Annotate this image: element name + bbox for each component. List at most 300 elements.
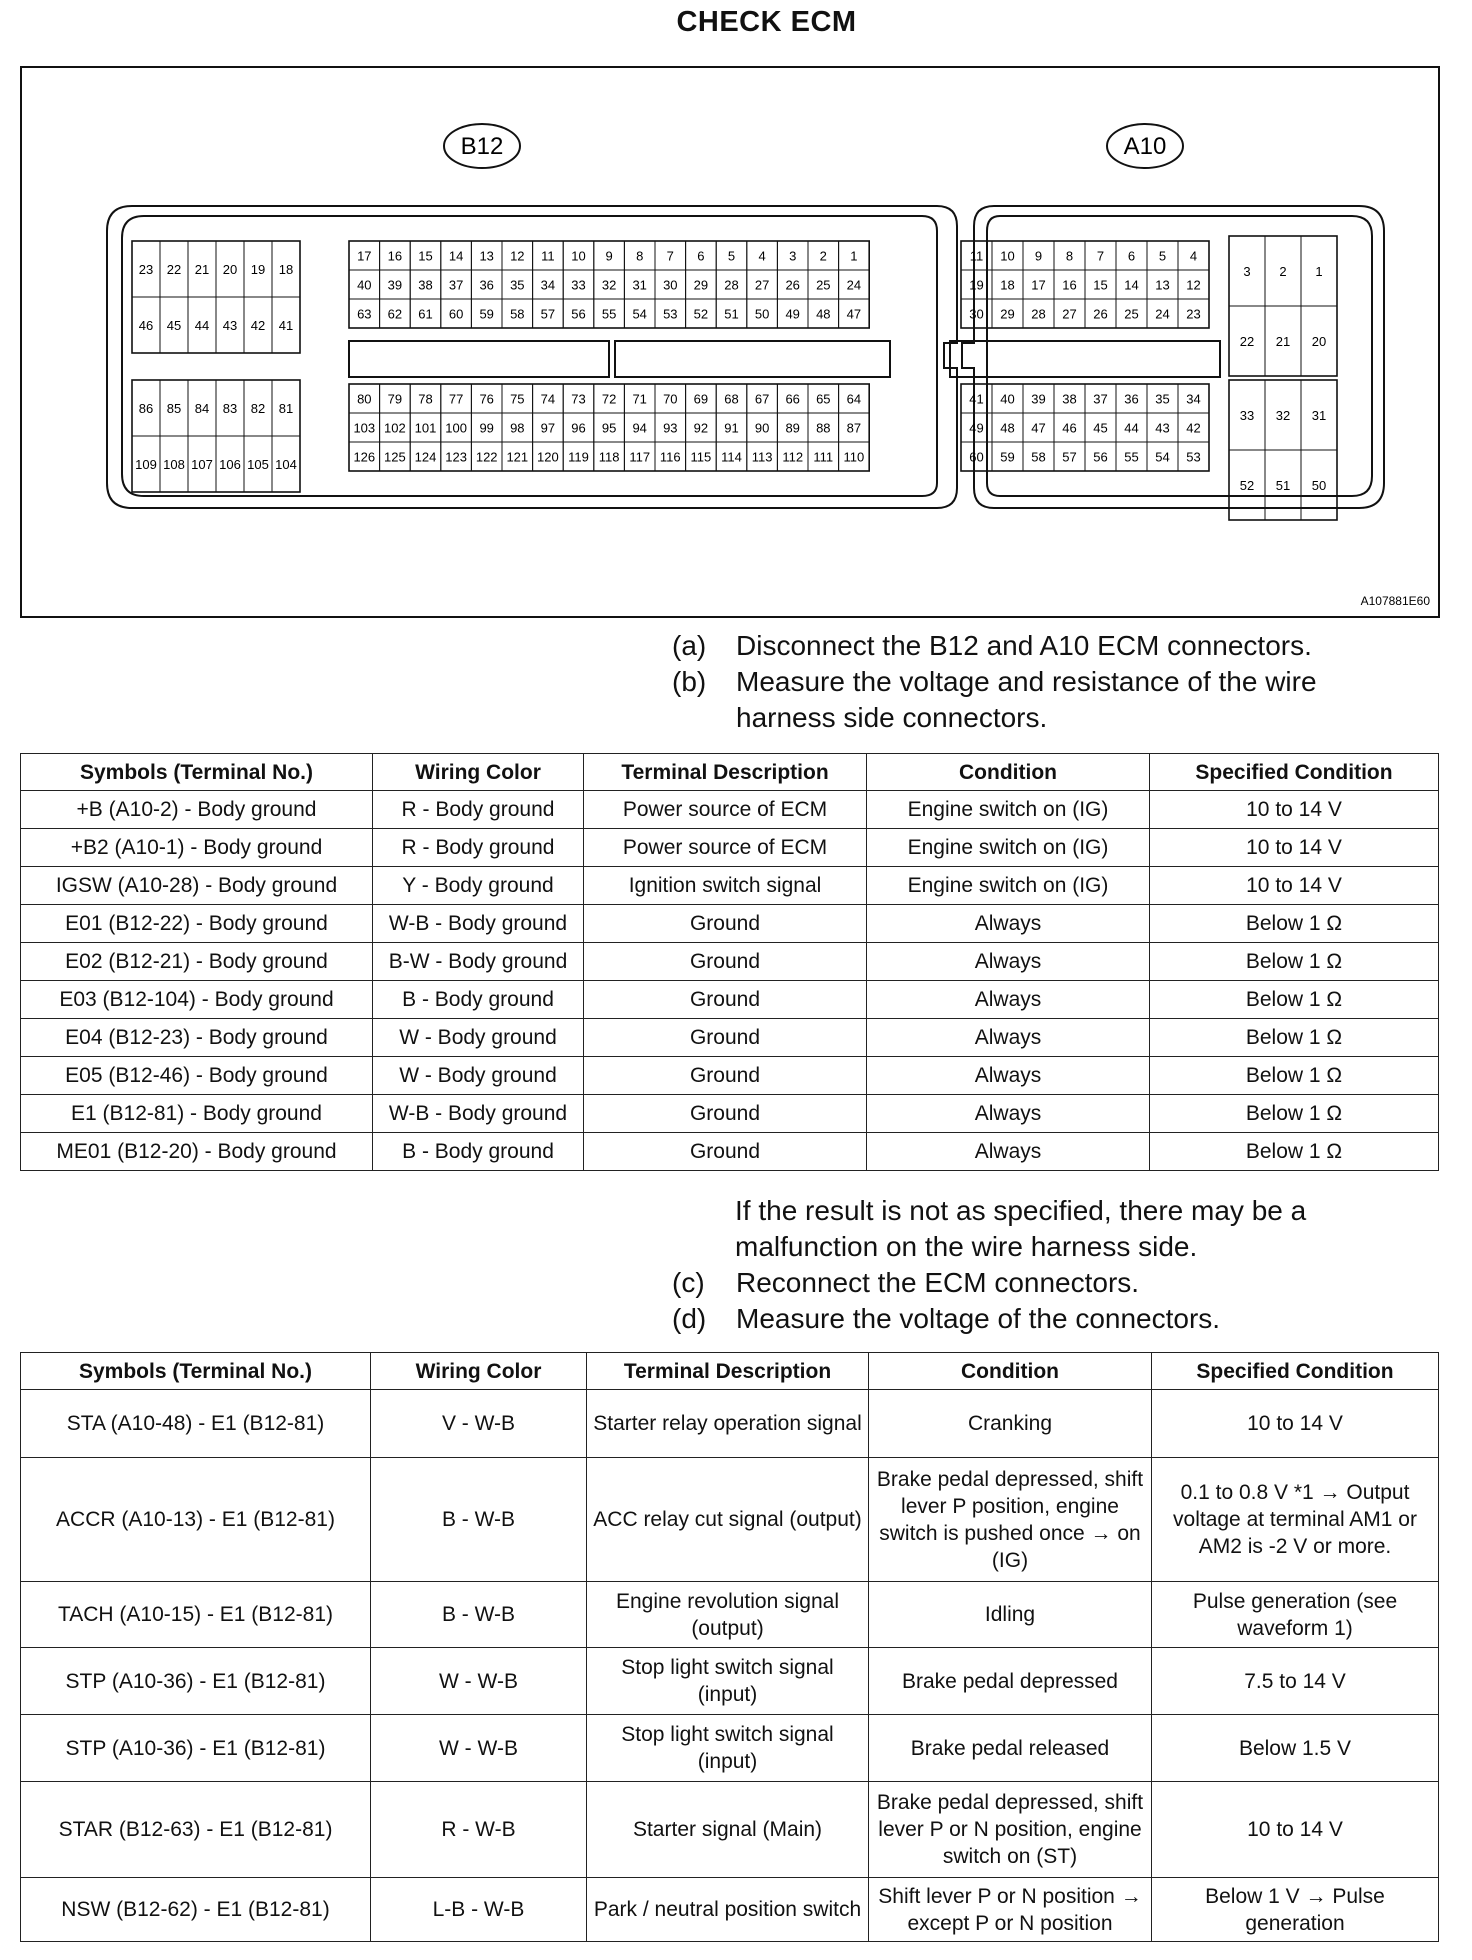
pin-number: 96 bbox=[571, 420, 586, 436]
table-cell: B - Body ground bbox=[373, 981, 584, 1019]
pin-number: 116 bbox=[659, 449, 681, 465]
pin-number: 20 bbox=[222, 262, 238, 277]
table-cell: Ground bbox=[584, 1133, 867, 1171]
pin-number: 33 bbox=[1239, 408, 1255, 423]
pin-number: 117 bbox=[629, 449, 651, 465]
pin-number: 38 bbox=[1062, 391, 1077, 407]
table-cell: Below 1 Ω bbox=[1150, 1019, 1439, 1057]
pin-number: 56 bbox=[1093, 449, 1108, 465]
pin-number: 112 bbox=[782, 449, 804, 465]
pin-number: 29 bbox=[693, 277, 709, 293]
pin-number: 18 bbox=[1000, 277, 1015, 293]
pin-number: 28 bbox=[724, 277, 739, 293]
pin-number: 55 bbox=[1124, 449, 1139, 465]
step-label: (b) bbox=[672, 666, 707, 697]
table-cell: Always bbox=[867, 905, 1150, 943]
table-cell: IGSW (A10-28) - Body ground bbox=[21, 867, 373, 905]
table-cell: Ground bbox=[584, 1019, 867, 1057]
step-label: (c) bbox=[672, 1267, 705, 1298]
pin-number: 39 bbox=[1031, 391, 1046, 407]
column-header: Specified Condition bbox=[1150, 754, 1439, 791]
pin-number: 17 bbox=[357, 248, 372, 264]
table-cell: Engine switch on (IG) bbox=[867, 867, 1150, 905]
pin-number: 54 bbox=[1155, 449, 1170, 465]
table-cell: B-W - Body ground bbox=[373, 943, 584, 981]
pin-number: 99 bbox=[479, 420, 494, 436]
table-row bbox=[21, 1582, 1439, 1648]
pin-number: 24 bbox=[846, 277, 862, 293]
figure-code: A107881E60 bbox=[1360, 594, 1430, 608]
table-cell: Stop light switch signal (input) bbox=[587, 1715, 869, 1782]
table-row bbox=[21, 1782, 1439, 1878]
table-cell: TACH (A10-15) - E1 (B12-81) bbox=[21, 1582, 371, 1648]
table-cell: Engine switch on (IG) bbox=[867, 791, 1150, 829]
pin-number: 12 bbox=[510, 248, 525, 264]
table-cell: Ground bbox=[584, 981, 867, 1019]
pin-number: 48 bbox=[1000, 420, 1015, 436]
pin-number: 3 bbox=[789, 248, 797, 264]
table-header-row bbox=[21, 754, 1439, 791]
pin-number: 91 bbox=[724, 420, 739, 436]
table-cell: Shift lever P or N position → except P or N position bbox=[869, 1878, 1152, 1942]
table-cell: Brake pedal depressed bbox=[869, 1648, 1152, 1715]
table-cell: 0.1 to 0.8 V *1 → Output voltage at terminal AM1 or AM2 is -2 V or more. bbox=[1152, 1458, 1439, 1582]
pin-number: 30 bbox=[663, 277, 678, 293]
pin-number: 20 bbox=[1311, 334, 1327, 349]
pin-number: 17 bbox=[1031, 277, 1046, 293]
pin-number: 13 bbox=[1155, 277, 1170, 293]
pin-number: 95 bbox=[601, 420, 617, 436]
pin-number: 1 bbox=[1315, 264, 1323, 279]
table-cell: STAR (B12-63) - E1 (B12-81) bbox=[21, 1782, 371, 1878]
pin-number: 119 bbox=[568, 449, 589, 465]
pin-number: 31 bbox=[1311, 408, 1327, 423]
table-row bbox=[21, 943, 1439, 981]
pin-number: 50 bbox=[754, 306, 770, 322]
pin-number: 114 bbox=[721, 449, 742, 465]
pin-number: 108 bbox=[163, 457, 185, 472]
pin-number: 37 bbox=[1093, 391, 1108, 407]
table-cell: W - Body ground bbox=[373, 1057, 584, 1095]
pin-number: 9 bbox=[605, 248, 613, 264]
step-a bbox=[672, 628, 1396, 664]
table-cell: Brake pedal depressed, shift lever P position, engine switch is pushed once → on (IG) bbox=[869, 1458, 1152, 1582]
pin-number: 45 bbox=[166, 318, 182, 333]
pin-number: 42 bbox=[250, 318, 266, 333]
table-cell: Pulse generation (see waveform 1) bbox=[1152, 1582, 1439, 1648]
pin-number: 58 bbox=[1031, 449, 1046, 465]
pin-number: 36 bbox=[1124, 391, 1139, 407]
pin-number: 11 bbox=[969, 248, 984, 264]
pin-number: 1 bbox=[850, 248, 858, 264]
b12-lower-main-block bbox=[349, 384, 869, 471]
table-cell: Always bbox=[867, 1057, 1150, 1095]
table-row bbox=[21, 1648, 1439, 1715]
table-cell: W-B - Body ground bbox=[373, 1095, 584, 1133]
b12-connector-label: B12 bbox=[460, 133, 504, 160]
pin-number: 15 bbox=[418, 248, 433, 264]
table-cell: Starter signal (Main) bbox=[587, 1782, 869, 1878]
table-cell: V - W-B bbox=[371, 1390, 587, 1458]
column-header: Wiring Color bbox=[371, 1353, 587, 1390]
table-cell: R - W-B bbox=[371, 1782, 587, 1878]
column-header: Specified Condition bbox=[1152, 1353, 1439, 1390]
pin-number: 109 bbox=[135, 457, 157, 472]
column-header: Terminal Description bbox=[584, 754, 867, 791]
step-text: Measure the voltage of the connectors. bbox=[736, 1303, 1221, 1334]
pin-number: 22 bbox=[1239, 334, 1255, 349]
pin-number: 26 bbox=[785, 277, 800, 293]
note-malfunction: If the result is not as specified, there may be a malfunction on the wire harness side. bbox=[735, 1195, 1307, 1262]
pin-number: 104 bbox=[275, 457, 297, 472]
b12-upper-main-block bbox=[349, 241, 869, 328]
pin-number: 38 bbox=[418, 277, 433, 293]
pin-number: 57 bbox=[1062, 449, 1077, 465]
table-cell: B - W-B bbox=[371, 1582, 587, 1648]
pin-number: 21 bbox=[1275, 334, 1291, 349]
pin-number: 89 bbox=[785, 420, 800, 436]
table-row bbox=[21, 981, 1439, 1019]
pin-number: 105 bbox=[247, 457, 269, 472]
table-cell: Idling bbox=[869, 1582, 1152, 1648]
pin-number: 72 bbox=[601, 391, 617, 407]
table-cell: Below 1 Ω bbox=[1150, 981, 1439, 1019]
pin-number: 7 bbox=[666, 248, 674, 264]
pin-number: 33 bbox=[571, 277, 586, 293]
pin-number: 88 bbox=[816, 420, 831, 436]
pin-number: 28 bbox=[1031, 306, 1046, 322]
pin-number: 2 bbox=[1279, 264, 1287, 279]
pin-number: 59 bbox=[479, 306, 494, 322]
table-cell: Below 1 Ω bbox=[1150, 905, 1439, 943]
a10-upper-right-block bbox=[1229, 236, 1337, 376]
pin-number: 47 bbox=[846, 306, 862, 322]
pin-number: 3 bbox=[1243, 264, 1251, 279]
pin-number: 84 bbox=[194, 401, 210, 416]
pin-number: 66 bbox=[785, 391, 800, 407]
table-cell: 10 to 14 V bbox=[1150, 829, 1439, 867]
table-cell: L-B - W-B bbox=[371, 1878, 587, 1942]
pin-number: 5 bbox=[727, 248, 736, 264]
connector-diagram bbox=[22, 68, 1442, 620]
pin-number: 92 bbox=[693, 420, 709, 436]
pin-number: 40 bbox=[1000, 391, 1015, 407]
pin-number: 34 bbox=[1186, 391, 1201, 407]
table-cell: Ignition switch signal bbox=[584, 867, 867, 905]
table-header-row bbox=[21, 1353, 1439, 1390]
pin-number: 9 bbox=[1034, 248, 1043, 264]
table-row bbox=[21, 1458, 1439, 1582]
table-cell: W - W-B bbox=[371, 1715, 587, 1782]
table-cell: STP (A10-36) - E1 (B12-81) bbox=[21, 1715, 371, 1782]
table-cell: Y - Body ground bbox=[373, 867, 584, 905]
table-cell: E03 (B12-104) - Body ground bbox=[21, 981, 373, 1019]
table-cell: Below 1 Ω bbox=[1150, 1057, 1439, 1095]
steps-ab bbox=[672, 628, 1396, 736]
table-cell: STP (A10-36) - E1 (B12-81) bbox=[21, 1648, 371, 1715]
pin-number: 32 bbox=[1275, 408, 1291, 423]
pin-number: 51 bbox=[1275, 478, 1291, 493]
pin-number: 41 bbox=[969, 391, 984, 407]
table-cell: Engine switch on (IG) bbox=[867, 829, 1150, 867]
pin-number: 5 bbox=[1158, 248, 1167, 264]
pin-number: 12 bbox=[1186, 277, 1201, 293]
pin-number: 40 bbox=[357, 277, 372, 293]
pin-number: 32 bbox=[601, 277, 617, 293]
a10-lower-right-block bbox=[1229, 380, 1337, 520]
step-c bbox=[672, 1265, 1396, 1301]
pin-number: 42 bbox=[1186, 420, 1201, 436]
pin-number: 78 bbox=[418, 391, 433, 407]
a10-lower-main-block bbox=[961, 384, 1209, 471]
pin-number: 35 bbox=[1155, 391, 1170, 407]
pin-number: 115 bbox=[690, 449, 712, 465]
pin-number: 19 bbox=[250, 262, 266, 277]
pin-number: 6 bbox=[697, 248, 705, 264]
pin-number: 21 bbox=[194, 262, 210, 277]
table-cell: Below 1 Ω bbox=[1150, 943, 1439, 981]
table-cell: Power source of ECM bbox=[584, 829, 867, 867]
table-cell: NSW (B12-62) - E1 (B12-81) bbox=[21, 1878, 371, 1942]
pin-number: 97 bbox=[540, 420, 556, 436]
table-cell: E02 (B12-21) - Body ground bbox=[21, 943, 373, 981]
pin-number: 11 bbox=[541, 248, 555, 264]
pin-number: 69 bbox=[693, 391, 709, 407]
pin-number: 47 bbox=[1031, 420, 1046, 436]
pin-number: 59 bbox=[1000, 449, 1015, 465]
table-cell: W - Body ground bbox=[373, 1019, 584, 1057]
table-row bbox=[21, 905, 1439, 943]
pin-number: 62 bbox=[387, 306, 403, 322]
table-cell: Always bbox=[867, 1019, 1150, 1057]
table-cell: Ground bbox=[584, 943, 867, 981]
pin-number: 106 bbox=[219, 457, 241, 472]
table-cell: +B (A10-2) - Body ground bbox=[21, 791, 373, 829]
pin-number: 54 bbox=[632, 306, 647, 322]
pin-number: 46 bbox=[1062, 420, 1077, 436]
pin-number: 4 bbox=[758, 248, 766, 264]
pin-number: 71 bbox=[632, 391, 647, 407]
table-cell: STA (A10-48) - E1 (B12-81) bbox=[21, 1390, 371, 1458]
pin-number: 102 bbox=[384, 420, 406, 436]
steps-cd bbox=[672, 1265, 1396, 1337]
table-cell: Below 1 Ω bbox=[1150, 1095, 1439, 1133]
harness-check-table bbox=[20, 753, 1439, 1171]
table-cell: Stop light switch signal (input) bbox=[587, 1648, 869, 1715]
table-row bbox=[21, 1095, 1439, 1133]
table-cell: Brake pedal depressed, shift lever P or N position, engine switch on (ST) bbox=[869, 1782, 1152, 1878]
pin-number: 30 bbox=[969, 306, 984, 322]
pin-number: 53 bbox=[663, 306, 678, 322]
pin-number: 44 bbox=[1124, 420, 1139, 436]
table-cell: B - W-B bbox=[371, 1458, 587, 1582]
table-cell: Ground bbox=[584, 905, 867, 943]
b12-upper-left-block bbox=[132, 241, 300, 353]
table-cell: Always bbox=[867, 1133, 1150, 1171]
pin-number: 10 bbox=[571, 248, 586, 264]
pin-number: 90 bbox=[754, 420, 770, 436]
column-header: Wiring Color bbox=[373, 754, 584, 791]
pin-number: 13 bbox=[479, 248, 494, 264]
table-cell: ACC relay cut signal (output) bbox=[587, 1458, 869, 1582]
pin-number: 15 bbox=[1093, 277, 1108, 293]
pin-number: 6 bbox=[1127, 248, 1136, 264]
table-row bbox=[21, 1715, 1439, 1782]
pin-number: 103 bbox=[353, 420, 376, 436]
pin-number: 75 bbox=[510, 391, 525, 407]
table-cell: R - Body ground bbox=[373, 829, 584, 867]
table-cell: Engine revolution signal (output) bbox=[587, 1582, 869, 1648]
a10-connector-label: A10 bbox=[1123, 133, 1167, 160]
table-row bbox=[21, 829, 1439, 867]
pin-number: 19 bbox=[969, 277, 984, 293]
table-cell: Below 1 V → Pulse generation bbox=[1152, 1878, 1439, 1942]
table-cell: E04 (B12-23) - Body ground bbox=[21, 1019, 373, 1057]
pin-number: 43 bbox=[1155, 420, 1170, 436]
pin-number: 2 bbox=[819, 248, 827, 264]
pin-number: 94 bbox=[632, 420, 647, 436]
pin-number: 10 bbox=[1000, 248, 1015, 264]
pin-number: 45 bbox=[1093, 420, 1108, 436]
table-cell: Always bbox=[867, 1095, 1150, 1133]
pin-number: 39 bbox=[387, 277, 403, 293]
table-cell: 10 to 14 V bbox=[1150, 867, 1439, 905]
pin-number: 14 bbox=[1124, 277, 1139, 293]
pin-number: 118 bbox=[598, 449, 620, 465]
pin-number: 49 bbox=[969, 420, 984, 436]
table-row bbox=[21, 791, 1439, 829]
pin-number: 64 bbox=[846, 391, 862, 407]
pin-number: 123 bbox=[445, 449, 467, 465]
table-cell: Ground bbox=[584, 1057, 867, 1095]
pin-number: 87 bbox=[846, 420, 862, 436]
pin-number: 93 bbox=[663, 420, 678, 436]
pin-number: 113 bbox=[751, 449, 773, 465]
table-row bbox=[21, 1019, 1439, 1057]
pin-number: 36 bbox=[479, 277, 494, 293]
pin-number: 98 bbox=[510, 420, 525, 436]
pin-number: 41 bbox=[278, 318, 294, 333]
table-cell: 7.5 to 14 V bbox=[1152, 1648, 1439, 1715]
pin-number: 4 bbox=[1189, 248, 1198, 264]
pin-number: 122 bbox=[475, 449, 498, 465]
pin-number: 37 bbox=[448, 277, 464, 293]
pin-number: 53 bbox=[1186, 449, 1201, 465]
pin-number: 51 bbox=[724, 306, 739, 322]
pin-number: 23 bbox=[138, 262, 154, 277]
pin-number: 80 bbox=[357, 391, 372, 407]
pin-number: 107 bbox=[191, 457, 213, 472]
table-cell: Always bbox=[867, 943, 1150, 981]
step-d bbox=[672, 1301, 1396, 1337]
pin-number: 67 bbox=[754, 391, 770, 407]
pin-number: 8 bbox=[1065, 248, 1074, 264]
column-header: Condition bbox=[869, 1353, 1152, 1390]
pin-number: 48 bbox=[816, 306, 831, 322]
pin-number: 55 bbox=[601, 306, 617, 322]
step-text: Reconnect the ECM connectors. bbox=[736, 1267, 1140, 1298]
voltage-check-table bbox=[20, 1352, 1439, 1942]
pin-number: 16 bbox=[387, 248, 403, 264]
step-b bbox=[672, 664, 1396, 736]
pin-number: 27 bbox=[1062, 306, 1077, 322]
table-cell: Below 1.5 V bbox=[1152, 1715, 1439, 1782]
table-cell: 10 to 14 V bbox=[1152, 1390, 1439, 1458]
table-row bbox=[21, 1057, 1439, 1095]
column-header: Symbols (Terminal No.) bbox=[21, 754, 373, 791]
pin-number: 60 bbox=[448, 306, 464, 322]
a10-upper-main-block bbox=[961, 241, 1209, 328]
table-cell: W - W-B bbox=[371, 1648, 587, 1715]
pin-number: 25 bbox=[816, 277, 831, 293]
pin-number: 111 bbox=[813, 449, 834, 465]
pin-number: 124 bbox=[414, 449, 437, 465]
pin-number: 25 bbox=[1124, 306, 1139, 322]
table-cell: W-B - Body ground bbox=[373, 905, 584, 943]
table-cell: E01 (B12-22) - Body ground bbox=[21, 905, 373, 943]
pin-number: 61 bbox=[418, 306, 433, 322]
pin-number: 22 bbox=[166, 262, 182, 277]
table-cell: Power source of ECM bbox=[584, 791, 867, 829]
pin-number: 34 bbox=[540, 277, 556, 293]
table-row bbox=[21, 1133, 1439, 1171]
pin-number: 49 bbox=[785, 306, 800, 322]
pin-number: 50 bbox=[1311, 478, 1327, 493]
page-title: CHECK ECM bbox=[676, 6, 857, 38]
step-label: (d) bbox=[672, 1303, 707, 1334]
table-cell: Below 1 Ω bbox=[1150, 1133, 1439, 1171]
table-cell: Starter relay operation signal bbox=[587, 1390, 869, 1458]
pin-number: 23 bbox=[1186, 306, 1201, 322]
table-cell: Ground bbox=[584, 1095, 867, 1133]
table-cell: E1 (B12-81) - Body ground bbox=[21, 1095, 373, 1133]
pin-number: 73 bbox=[571, 391, 586, 407]
pin-number: 85 bbox=[166, 401, 182, 416]
pin-number: 121 bbox=[506, 449, 529, 465]
table-cell: E05 (B12-46) - Body ground bbox=[21, 1057, 373, 1095]
b12-lower-left-block bbox=[132, 380, 300, 492]
pin-number: 44 bbox=[194, 318, 210, 333]
table-cell: +B2 (A10-1) - Body ground bbox=[21, 829, 373, 867]
step-label: (a) bbox=[672, 630, 707, 661]
table-cell: 10 to 14 V bbox=[1152, 1782, 1439, 1878]
table-cell: 10 to 14 V bbox=[1150, 791, 1439, 829]
pin-number: 70 bbox=[663, 391, 678, 407]
table-cell: B - Body ground bbox=[373, 1133, 584, 1171]
pin-number: 74 bbox=[540, 391, 556, 407]
pin-number: 8 bbox=[636, 248, 644, 264]
pin-number: 56 bbox=[571, 306, 586, 322]
pin-number: 16 bbox=[1062, 277, 1077, 293]
table-row bbox=[21, 1390, 1439, 1458]
pin-number: 26 bbox=[1093, 306, 1108, 322]
step-text: Disconnect the B12 and A10 ECM connectors. bbox=[736, 630, 1312, 661]
table-cell: ME01 (B12-20) - Body ground bbox=[21, 1133, 373, 1171]
pin-number: 110 bbox=[843, 449, 865, 465]
column-header: Condition bbox=[867, 754, 1150, 791]
pin-number: 46 bbox=[138, 318, 154, 333]
pin-number: 79 bbox=[387, 391, 403, 407]
pin-number: 52 bbox=[693, 306, 709, 322]
column-header: Terminal Description bbox=[587, 1353, 869, 1390]
pin-number: 81 bbox=[278, 401, 294, 416]
column-header: Symbols (Terminal No.) bbox=[21, 1353, 371, 1390]
table-cell: Brake pedal released bbox=[869, 1715, 1152, 1782]
pin-number: 86 bbox=[138, 401, 154, 416]
pin-number: 60 bbox=[969, 449, 984, 465]
pin-number: 58 bbox=[510, 306, 525, 322]
pin-number: 83 bbox=[222, 401, 238, 416]
